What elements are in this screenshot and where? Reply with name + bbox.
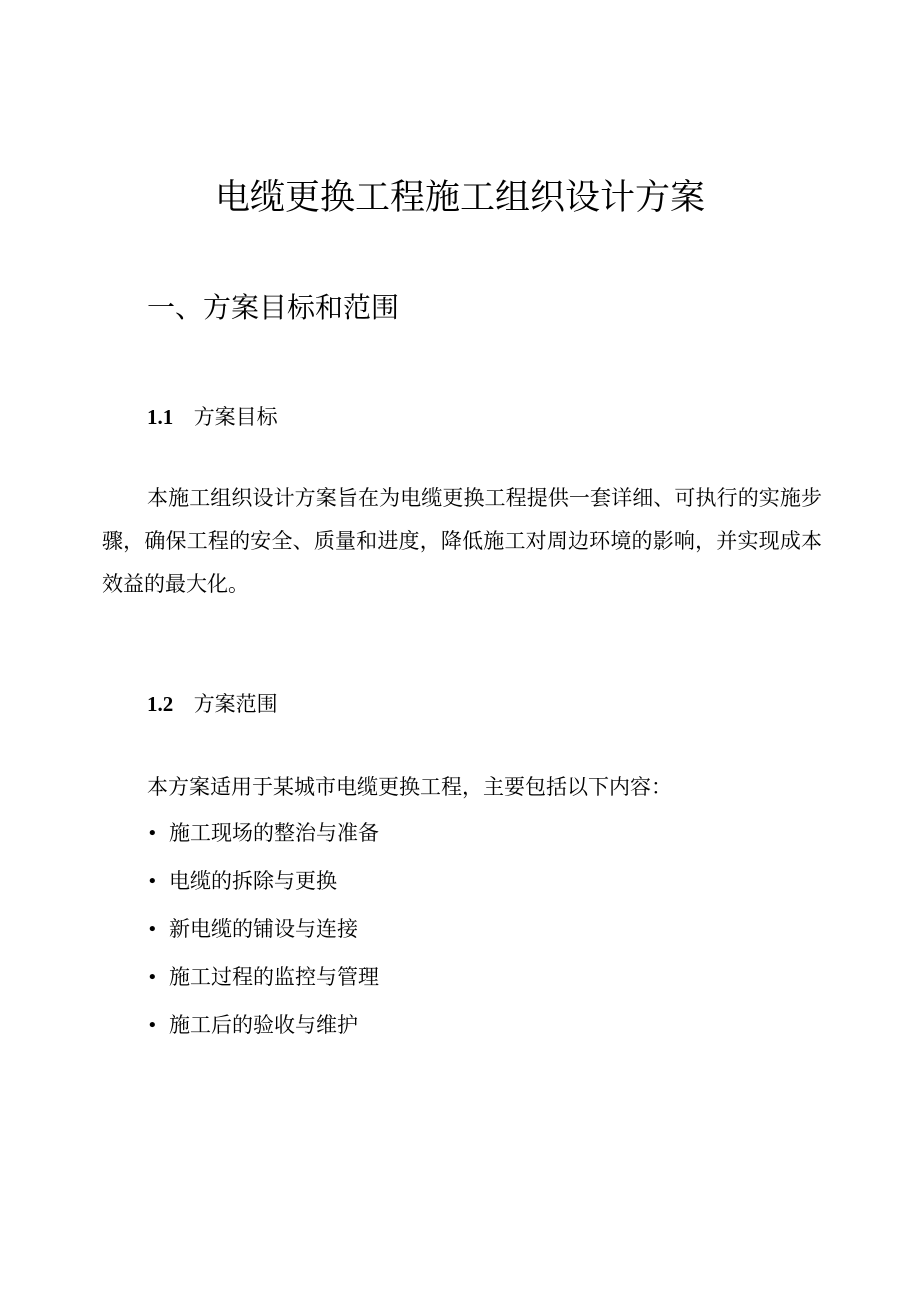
list-item-text: 施工现场的整治与准备 xyxy=(169,821,379,845)
subsection-heading-goals xyxy=(147,401,278,433)
scope-list xyxy=(147,812,379,1052)
list-item-text: 施工过程的监控与管理 xyxy=(169,965,379,989)
subsection-number: 1.1 xyxy=(147,405,174,429)
bullet-icon: • xyxy=(147,823,158,844)
list-item xyxy=(147,908,379,956)
section-heading-goals-scope: 一、方案目标和范围 xyxy=(147,291,400,324)
list-item-text: 新电缆的铺设与连接 xyxy=(169,917,358,941)
document-title: 电缆更换工程施工组织设计方案 xyxy=(214,178,705,218)
subsection-title: 方案范围 xyxy=(193,692,278,716)
subsection-title: 方案目标 xyxy=(193,405,278,429)
bullet-icon: • xyxy=(147,1015,158,1036)
list-item xyxy=(147,860,379,908)
list-item xyxy=(147,956,379,1004)
scope-intro: 本方案适用于某城市电缆更换工程，主要包括以下内容： xyxy=(147,775,672,799)
subsection-heading-scope xyxy=(147,688,278,720)
bullet-icon: • xyxy=(147,967,158,988)
goals-paragraph: 本施工组织设计方案旨在为电缆更换工程提供一套详细、可执行的实施步骤，确保工程的安全、质量和进度，降低施工对周边环境的影响，并实现成本效益的最大化。 xyxy=(102,486,822,596)
bullet-icon: • xyxy=(147,919,158,940)
list-item-text: 施工后的验收与维护 xyxy=(169,1013,358,1037)
bullet-icon: • xyxy=(147,871,158,892)
subsection-number: 1.2 xyxy=(147,692,174,716)
list-item xyxy=(147,812,379,860)
list-item xyxy=(147,1004,379,1052)
list-item-text: 电缆的拆除与更换 xyxy=(169,869,337,893)
